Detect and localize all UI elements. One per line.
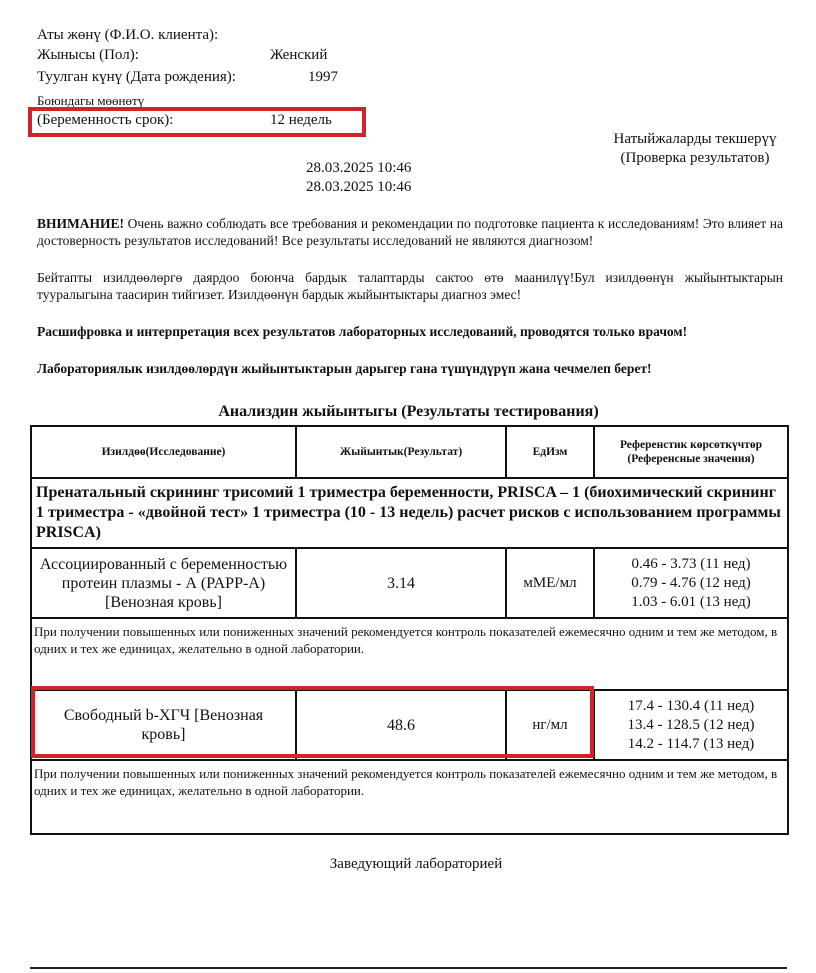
header-test: Изилдөө(Исследование) [31,426,296,478]
header-unit: ЕдИзм [506,426,594,478]
results-title: Анализдин жыйынтыгы (Результаты тестирования) [218,403,599,420]
date-registered: 28.03.2025 10:46 [306,160,412,176]
ref-line: 0.79 - 4.76 (12 нед) [631,574,751,591]
note-row [31,618,788,690]
ref-line: 0.46 - 3.73 (11 нед) [631,555,751,572]
patient-dob-value: 1997 [308,69,338,85]
header-result: Жыйынтык(Результат) [296,426,506,478]
ref-line: 13.4 - 128.5 (12 нед) [627,716,755,733]
note-row [31,760,788,834]
date-completed: 28.03.2025 10:46 [306,179,412,195]
notice-ru-text: Очень важно соблюдать все требования и рекомендации по подготовке пациента к исследованиям! Это влияет на достоверность результатов исследований! Все результаты исследований не являются диагнозом! [37,216,783,248]
row-papp-test: Ассоциированный с беременностью протеин плазмы - А (PAPP-A) [Венозная кровь] [31,548,296,618]
ref-line: 14.2 - 114.7 (13 нед) [627,735,755,752]
row-papp-reference [594,548,788,618]
header-reference: Референстик көрсөткүчтөр (Референсные значения) [594,426,788,478]
pregnancy-label-ky: Боюндагы мөөнөтү [37,93,145,108]
row-hcg-note: При получении повышенных или пониженных значений рекомендуется контроль показателей ежемесячно одним и тем же методом, в одних и тех же единицах, желательно в одной лаборатории. [31,760,788,834]
head-of-lab-label: Заведующий лабораторией [329,856,503,872]
notice-ky: Бейтапты изилдөөлөргө даярдоо боюнча бардык талаптарды сактоо өтө маанилүү!Бул изилдөөнүн жыйынтыктарын тууралыгына таасирин тийгизет. Изилдөөнүн бардык жыйынтыктары диагноз эмес! [37,270,783,302]
interpretation-ky: Лабораториялык изилдөөлөрдүн жыйынтыктарын дарыгер гана түшүндүрүп жана чечмелеп берет! [37,361,652,376]
row-hcg-result: 48.6 [296,690,506,760]
ref-line: 17.4 - 130.4 (11 нед) [627,697,755,714]
notice-attention-word: ВНИМАНИЕ! [37,216,124,231]
results-table [30,425,789,835]
patient-dob-label: Туулган күнү (Дата рождения): [37,69,236,85]
table-header-row [31,426,788,478]
patient-sex-value: Женский [270,47,328,63]
row-hcg-test: Свободный b-ХГЧ [Венозная кровь] [31,690,296,760]
row-hcg-reference [594,690,788,760]
category-row [31,478,788,548]
table-row [31,548,788,618]
pregnancy-value: 12 недель [270,112,332,128]
table-row [31,690,788,760]
patient-name-label: Аты жөнү (Ф.И.О. клиента): [37,27,219,43]
row-hcg-unit: нг/мл [506,690,594,760]
row-papp-note: При получении повышенных или пониженных значений рекомендуется контроль показателей ежемесячно одним и тем же методом, в одних и тех же единицах, желательно в одной лаборатории. [31,618,788,690]
notice-ru [37,215,783,249]
interpretation-ru: Расшифровка и интерпретация всех результатов лабораторных исследований, проводятся только врачом! [37,324,688,339]
row-papp-unit: мМЕ/мл [506,548,594,618]
check-results-ru: (Проверка результатов) [620,150,770,166]
pregnancy-label-ru: (Беременность срок): [37,112,174,128]
ref-line: 1.03 - 6.01 (13 нед) [631,593,751,610]
row-papp-result: 3.14 [296,548,506,618]
check-results-ky: Натыйжаларды текшерүү [613,131,777,147]
patient-sex-label: Жынысы (Пол): [37,47,139,63]
category-title: Пренатальный скрининг трисомий 1 триместра беременности, PRISCA – 1 (биохимический скрининг 1 триместра - «двойной тест» 1 триместра (10 - 13 недель) расчет рисков с использованием программы PRISCA) [31,478,788,548]
bottom-divider [30,967,787,969]
